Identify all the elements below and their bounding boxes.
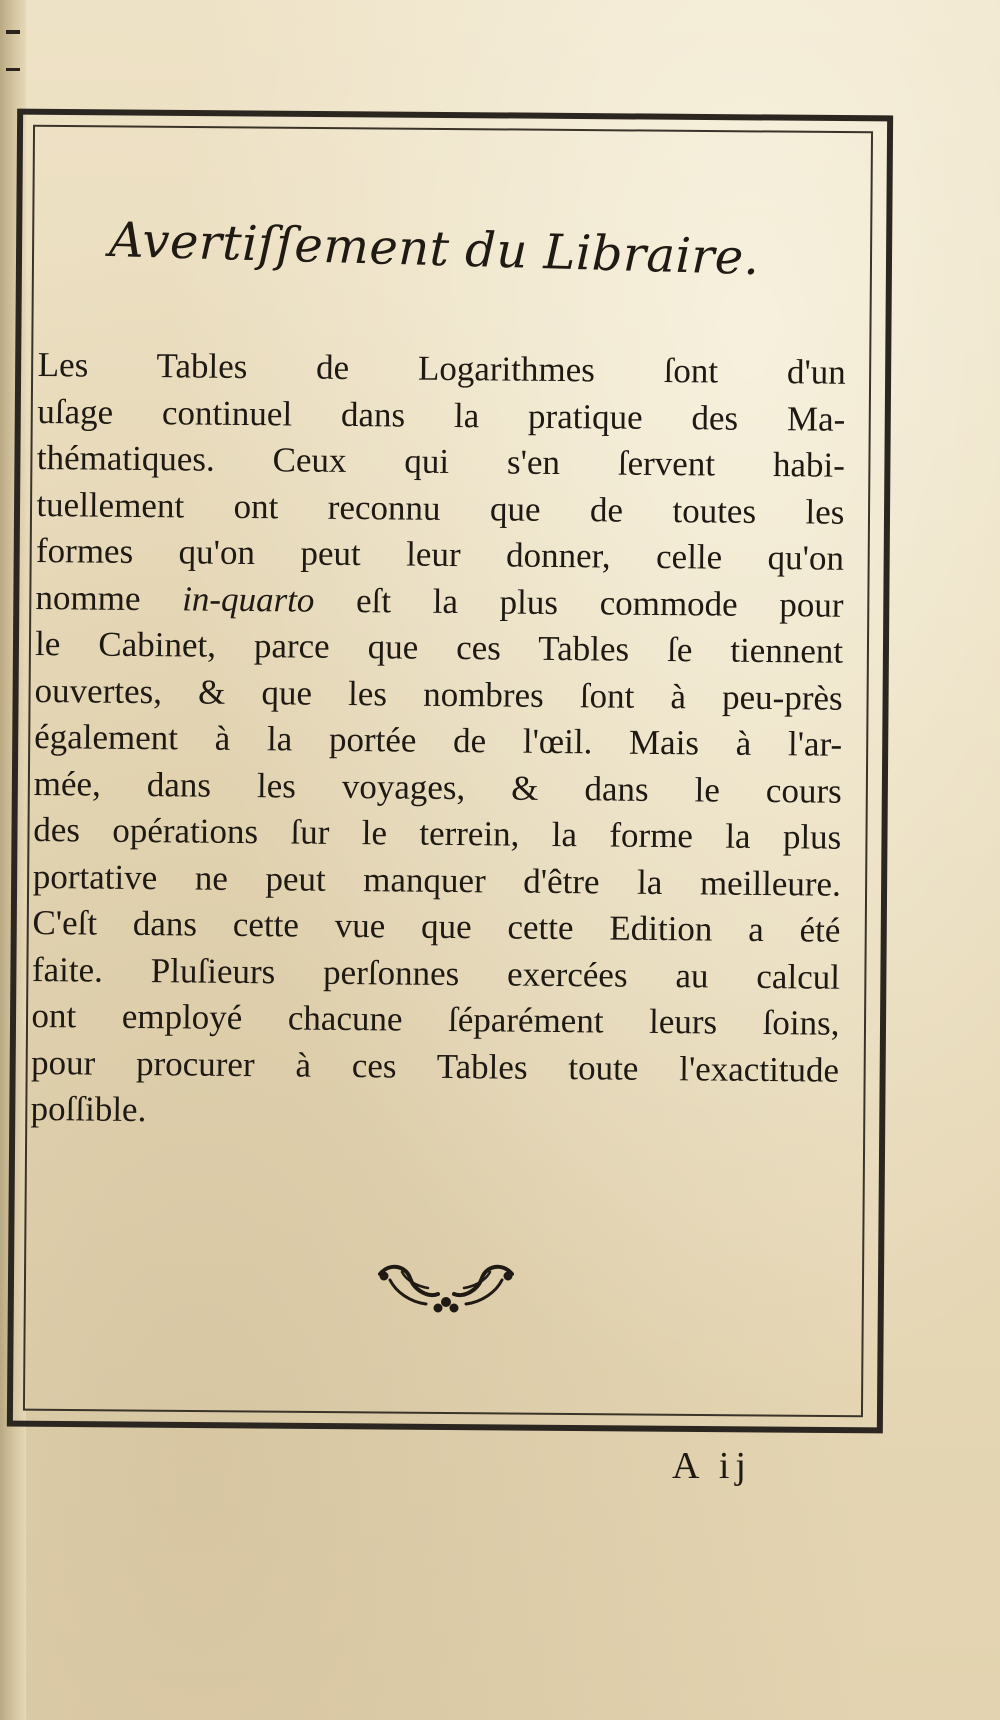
text-line: mée, dans les voyages, & dans le cours xyxy=(33,763,842,811)
signature-mark: A ij xyxy=(672,1445,752,1487)
text-line: faite. Pluſieurs perſonnes exercées au calcul xyxy=(31,949,841,997)
page-title: Avertiſſement du Libraire. xyxy=(108,212,761,287)
text-line: ont employé chacune ſéparément leurs ſoins, xyxy=(31,995,840,1043)
body-paragraph xyxy=(30,342,846,1140)
text-line: tuellement ont reconnu que de toutes les xyxy=(36,484,845,532)
text-line: C'eſt dans cette vue que cette Edition a été xyxy=(32,902,841,950)
text-line: poſſible. xyxy=(30,1088,147,1130)
text-line: nomme in-quarto eſt la plus commode pour xyxy=(35,577,844,625)
text-line: ouvertes, & que les nombres ſont à peu-près xyxy=(34,670,843,718)
fleuron-ornament-icon xyxy=(376,1258,516,1318)
text-line: des opérations ſur le terrein, la forme la plus xyxy=(33,809,842,857)
text-line: également à la portée de l'œil. Mais à l'ar- xyxy=(34,716,843,764)
text-line: uſage continuel dans la pratique des Ma- xyxy=(37,391,846,439)
text-line: le Cabinet, parce que ces Tables ſe tiennent xyxy=(34,623,844,671)
text-line: pour procurer à ces Tables toute l'exactitude xyxy=(30,1042,840,1090)
text-line: Les Tables de Logarithmes ſont d'un xyxy=(37,344,846,392)
spine-rule xyxy=(6,30,20,71)
text-line: formes qu'on peut leur donner, celle qu'on xyxy=(35,530,845,578)
text-line: thématiques. Ceux qui s'en ſervent habi- xyxy=(36,437,846,485)
text-line: portative ne peut manquer d'être la meilleure. xyxy=(32,856,842,904)
